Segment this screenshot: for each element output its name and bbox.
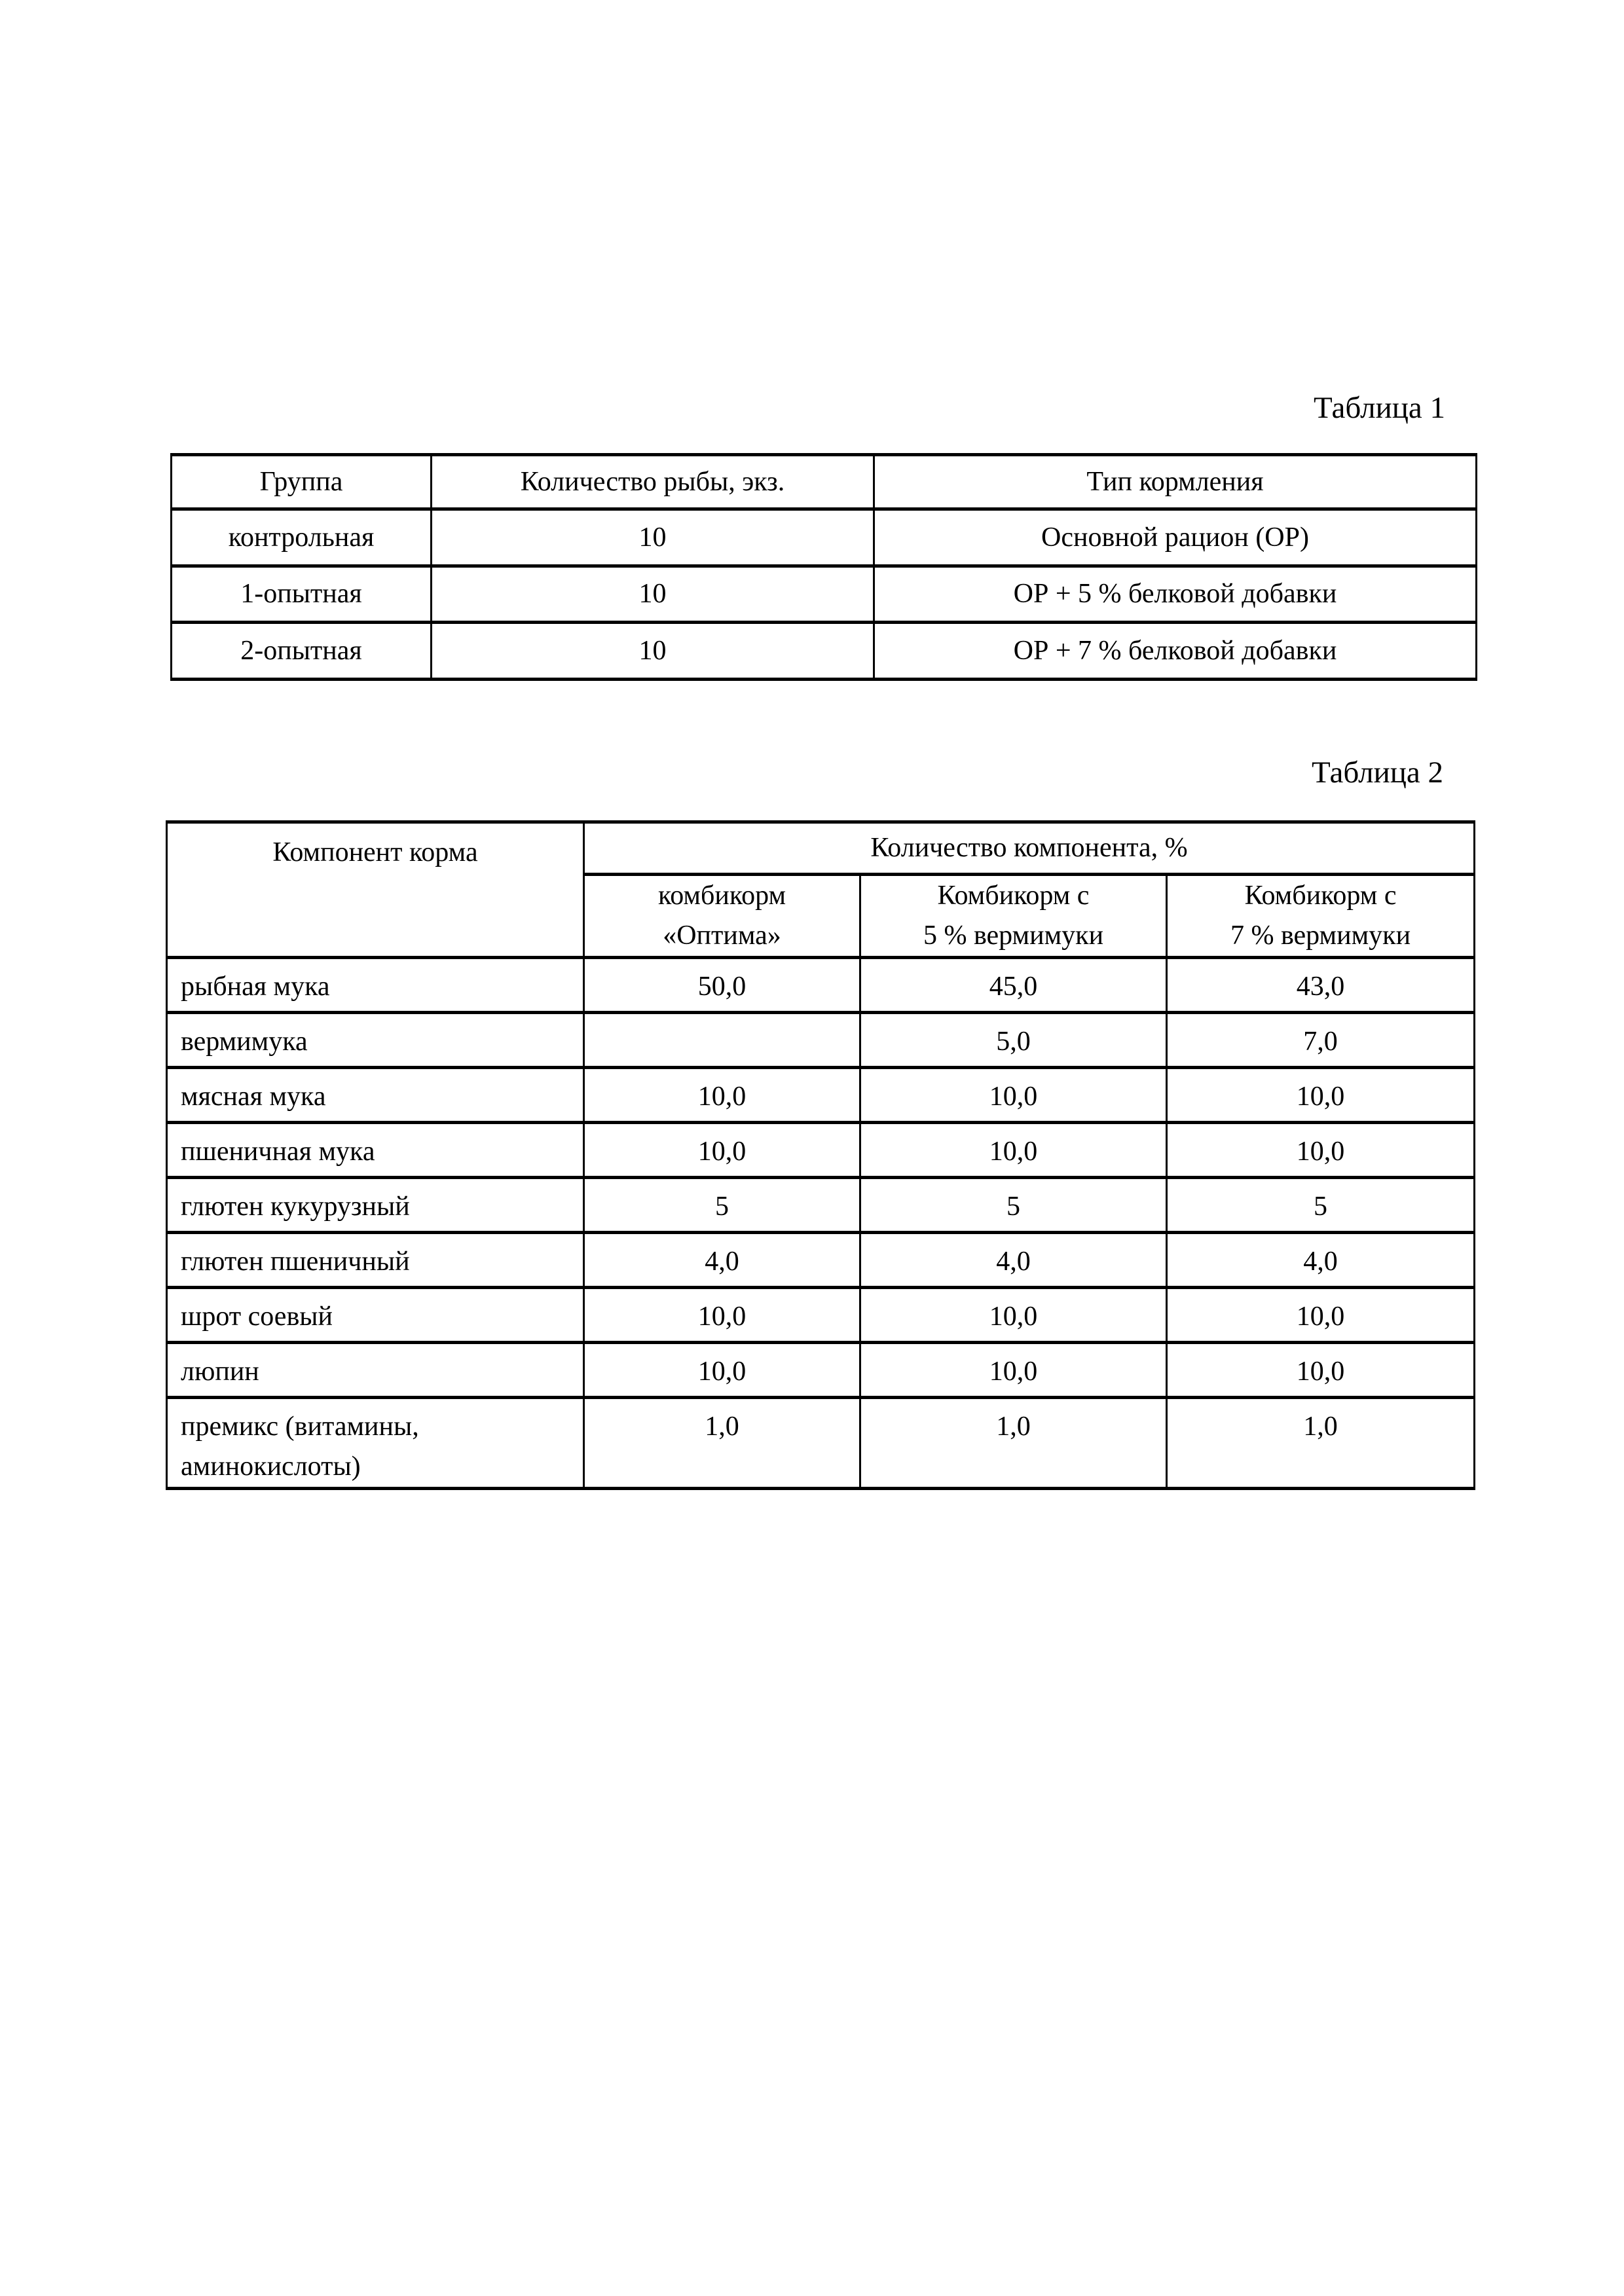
table-row bbox=[167, 1232, 1475, 1287]
table-cell: ОР + 7 % белковой добавки bbox=[874, 623, 1477, 680]
table-row bbox=[167, 1342, 1475, 1397]
value-cell: 1,0 bbox=[860, 1397, 1167, 1488]
table-row bbox=[167, 1287, 1475, 1342]
subheader-line: 7 % вермимуки bbox=[1230, 920, 1411, 951]
value-cell: 4,0 bbox=[860, 1232, 1167, 1287]
value-cell: 50,0 bbox=[584, 957, 860, 1012]
component-name-cell: премикс (витамины, аминокислоты) bbox=[167, 1397, 584, 1488]
value-cell: 10,0 bbox=[860, 1067, 1167, 1122]
table-row bbox=[172, 509, 1477, 566]
table1-header-feeding-type: Тип кормления bbox=[874, 455, 1477, 509]
value-cell: 4,0 bbox=[584, 1232, 860, 1287]
table-cell: 1-опытная bbox=[172, 566, 432, 623]
table2-feed-composition bbox=[166, 820, 1475, 1490]
table2-header-row bbox=[167, 822, 1475, 875]
value-cell: 10,0 bbox=[1167, 1122, 1475, 1177]
value-cell: 45,0 bbox=[860, 957, 1167, 1012]
table-cell: 10 bbox=[432, 623, 874, 680]
component-name-cell: вермимука bbox=[167, 1012, 584, 1067]
table2-header-quantity: Количество компонента, % bbox=[584, 822, 1475, 875]
component-name-cell: люпин bbox=[167, 1342, 584, 1397]
value-cell: 10,0 bbox=[1167, 1287, 1475, 1342]
subheader-line: Комбикорм с bbox=[937, 881, 1090, 911]
table1-header-fish-count: Количество рыбы, экз. bbox=[432, 455, 874, 509]
subheader-line: «Оптима» bbox=[663, 920, 781, 951]
value-cell: 10,0 bbox=[860, 1342, 1167, 1397]
value-cell: 10,0 bbox=[584, 1342, 860, 1397]
table2-subheader-optima bbox=[584, 875, 860, 958]
value-cell: 10,0 bbox=[1167, 1067, 1475, 1122]
table2-caption: Таблица 2 bbox=[1311, 756, 1443, 790]
subheader-line: Комбикорм с bbox=[1244, 881, 1397, 911]
table1-fish-groups bbox=[170, 453, 1477, 681]
component-name-cell: глютен пшеничный bbox=[167, 1232, 584, 1287]
table2-subheader-7pct bbox=[1167, 875, 1475, 958]
value-cell bbox=[584, 1012, 860, 1067]
component-name-cell: рыбная мука bbox=[167, 957, 584, 1012]
component-name-cell: шрот соевый bbox=[167, 1287, 584, 1342]
value-cell: 10,0 bbox=[860, 1122, 1167, 1177]
value-cell: 4,0 bbox=[1167, 1232, 1475, 1287]
table-cell: Основной рацион (ОР) bbox=[874, 509, 1477, 566]
table-cell: контрольная bbox=[172, 509, 432, 566]
value-cell: 10,0 bbox=[584, 1287, 860, 1342]
value-cell: 5 bbox=[1167, 1177, 1475, 1232]
table-cell: 2-опытная bbox=[172, 623, 432, 680]
table-cell: 10 bbox=[432, 566, 874, 623]
table-row bbox=[167, 1067, 1475, 1122]
subheader-line: 5 % вермимуки bbox=[923, 920, 1104, 951]
table2-subheader-5pct bbox=[860, 875, 1167, 958]
value-cell: 5 bbox=[584, 1177, 860, 1232]
table1-header-group: Группа bbox=[172, 455, 432, 509]
value-cell: 5,0 bbox=[860, 1012, 1167, 1067]
value-cell: 10,0 bbox=[1167, 1342, 1475, 1397]
table-row bbox=[167, 1012, 1475, 1067]
table-cell: 10 bbox=[432, 509, 874, 566]
value-cell: 10,0 bbox=[584, 1067, 860, 1122]
value-cell: 10,0 bbox=[584, 1122, 860, 1177]
subheader-line: комбикорм bbox=[657, 881, 786, 911]
value-cell: 43,0 bbox=[1167, 957, 1475, 1012]
table-cell: ОР + 5 % белковой добавки bbox=[874, 566, 1477, 623]
table-row bbox=[167, 1397, 1475, 1488]
table1-caption: Таблица 1 bbox=[1313, 391, 1445, 425]
table-row bbox=[172, 623, 1477, 680]
value-cell: 1,0 bbox=[1167, 1397, 1475, 1488]
table-row bbox=[167, 1122, 1475, 1177]
value-cell: 7,0 bbox=[1167, 1012, 1475, 1067]
table-row bbox=[167, 957, 1475, 1012]
component-name-cell: глютен кукурузный bbox=[167, 1177, 584, 1232]
table1-header-row bbox=[172, 455, 1477, 509]
value-cell: 10,0 bbox=[860, 1287, 1167, 1342]
table-row bbox=[172, 566, 1477, 623]
value-cell: 1,0 bbox=[584, 1397, 860, 1488]
value-cell: 5 bbox=[860, 1177, 1167, 1232]
component-name-cell: пшеничная мука bbox=[167, 1122, 584, 1177]
table-row bbox=[167, 1177, 1475, 1232]
component-name-cell: мясная мука bbox=[167, 1067, 584, 1122]
table2-header-component: Компонент корма bbox=[167, 822, 584, 958]
